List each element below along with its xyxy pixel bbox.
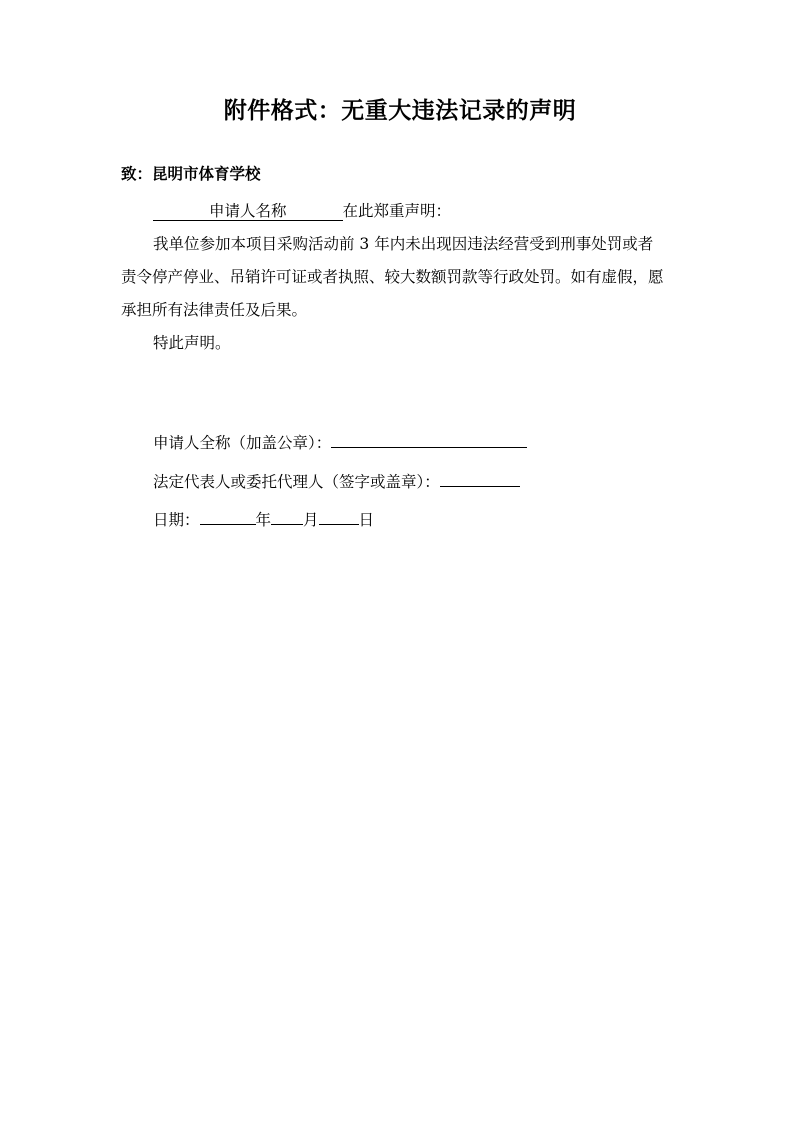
date-year-label: 年	[255, 511, 272, 529]
applicant-name-field	[153, 203, 343, 221]
date-row	[153, 508, 374, 530]
date-day-blank	[319, 510, 359, 525]
date-month-blank	[271, 510, 303, 525]
date-label: 日期：	[153, 511, 200, 529]
declare-text: 在此郑重声明：	[342, 202, 452, 220]
date-year-blank	[200, 510, 256, 525]
date-day-label: 日	[358, 511, 375, 529]
document-title: 附件格式：无重大违法记录的声明	[223, 97, 577, 124]
closing-statement: 特此声明。	[153, 334, 231, 352]
addressee: 致：昆明市体育学校	[121, 164, 261, 183]
date-month-label: 月	[303, 511, 319, 529]
applicant-signature-blank	[331, 433, 527, 448]
declaration-opening	[153, 199, 451, 221]
body-line-2: 责令停产停业、吊销许可证或者执照、较大数额罚款等行政处罚。如有虚假，愿	[121, 268, 664, 286]
body-line-3: 承担所有法律责任及后果。	[121, 301, 308, 319]
representative-signature-row	[153, 470, 520, 492]
body-line-1: 我单位参加本项目采购活动前 3 年内未出现因违法经营受到刑事处罚或者	[153, 235, 654, 253]
representative-signature-blank	[440, 472, 520, 487]
representative-signature-label: 法定代表人或委托代理人（签字或盖章）：	[153, 473, 440, 491]
applicant-signature-row	[153, 431, 527, 453]
applicant-name-label: 申请人名称	[209, 202, 287, 220]
applicant-signature-label: 申请人全称（加盖公章）：	[153, 434, 332, 452]
